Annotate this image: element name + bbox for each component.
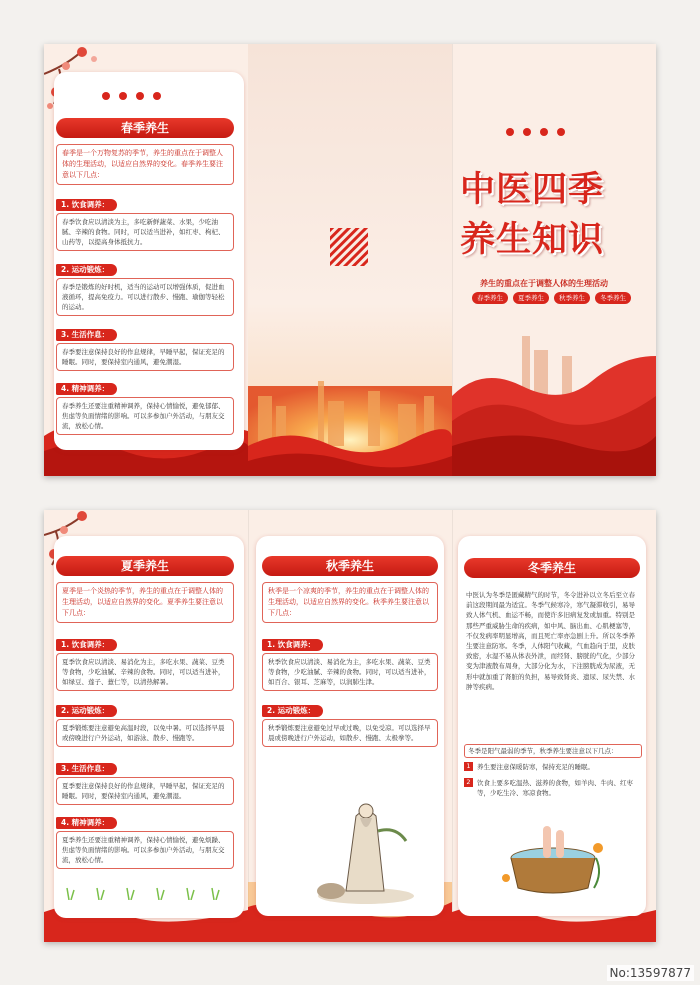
- summer-panel: [44, 510, 248, 942]
- summer-section-exercise: [56, 698, 234, 747]
- section-body: 夏季养生还要注重精神调养，保持心情愉悦，避免烦躁、焦虑等负面情绪的影响。可以多参加户外活动，与朋友交流，放松心情。: [56, 831, 234, 869]
- chip-autumn: 秋季养生: [554, 292, 590, 304]
- section-tag: 3. 生活作息：: [56, 329, 117, 341]
- summer-intro: 夏季是一个炎热的季节，养生的重点在于调整人体的生理活动，以适应自然界的变化。夏季养生要注意以下几点：: [56, 582, 234, 623]
- summer-section-mind: [56, 810, 234, 869]
- section-tag: 1. 饮食调养：: [56, 639, 117, 651]
- section-tag: 3. 生活作息：: [56, 763, 117, 775]
- spring-panel: [44, 44, 248, 476]
- winter-point: [464, 778, 638, 798]
- winter-panel: [452, 510, 656, 942]
- winter-note: 冬季是阳气最弱的季节，秋季养生要注意以下几点：: [464, 744, 642, 758]
- autumn-card: [256, 536, 444, 916]
- autumn-section-diet: [262, 632, 438, 691]
- point-text: 养生要注意保暖防寒，保持充足的睡眠。: [477, 763, 594, 771]
- cover-subtitle: 养生的重点在于调整人体的生理活动: [480, 279, 608, 288]
- spring-title: 春季养生: [56, 118, 234, 138]
- section-tag: 2. 运动锻炼：: [56, 705, 117, 717]
- summer-card: [54, 536, 244, 918]
- section-body: 夏季饮食应以清淡、易消化为主，多吃水果、蔬菜、豆类等食物，少吃油腻、辛辣的食物。同时，可以适当进补，如绿豆、莲子、薏仁等，以清热解暑。: [56, 653, 234, 691]
- scholar-illustration: [316, 796, 416, 906]
- autumn-panel: [248, 510, 452, 942]
- chip-winter: 冬季养生: [595, 292, 631, 304]
- section-body: 秋季饮食应以清淡、易消化为主，多吃水果、蔬菜、豆类等食物，少吃油腻、辛辣的食物。同时，可以适当进补，如百合、银耳、芝麻等，以润肺生津。: [262, 653, 438, 691]
- cover-title-line1: 中医四季: [460, 169, 605, 210]
- cover-season-chips: [472, 292, 631, 304]
- autumn-section-exercise: [262, 698, 438, 747]
- spring-section-routine: [56, 322, 234, 371]
- foot-bath-illustration: [498, 818, 608, 898]
- point-text: 饮食上要多吃温热、滋养的食物，如羊肉、牛肉、红枣等，少吃生冷、寒凉食物。: [477, 779, 633, 797]
- section-body: 秋季锻炼要注意避免过早或过晚，以免受凉。可以选择早晨或傍晚进行户外运动，如散步、慢跑、太极拳等。: [262, 719, 438, 747]
- point-number: 1: [464, 762, 473, 771]
- autumn-title: 秋季养生: [262, 556, 438, 576]
- autumn-intro: 秋季是一个凉爽的季节，养生的重点在于调整人体的生理活动，以适应自然界的变化。秋季养生要注意以下几点：: [262, 582, 438, 623]
- brochure-outside-sheet: [44, 44, 656, 476]
- section-tag: 2. 运动锻炼：: [262, 705, 323, 717]
- city-sunset-illustration: [248, 366, 452, 476]
- spring-card: [54, 72, 244, 450]
- decorative-dots: [506, 128, 565, 136]
- front-cover-panel: [452, 44, 656, 476]
- section-body: 夏季锻炼要注意避免高温时段，以免中暑。可以选择早晨或傍晚进行户外运动，如游泳、散步、慢跑等。: [56, 719, 234, 747]
- back-cover-panel: [248, 44, 452, 476]
- red-cloud-illustration: [452, 336, 656, 476]
- winter-title: 冬季养生: [464, 558, 640, 578]
- spring-section-exercise: [56, 257, 234, 316]
- spring-section-mind: [56, 376, 234, 435]
- chip-summer: 夏季养生: [513, 292, 549, 304]
- spring-section-diet: [56, 192, 234, 251]
- decorative-dots: [102, 92, 161, 100]
- cover-title-line2: 养生知识: [460, 219, 605, 260]
- spring-intro: 春季是一个万物复苏的季节，养生的重点在于调整人体的生理活动，以适应自然界的变化。春季养生要注意以下几点：: [56, 144, 234, 185]
- section-tag: 2. 运动锻炼：: [56, 264, 117, 276]
- section-tag: 1. 饮食调养：: [262, 639, 323, 651]
- section-body: 夏季要注意保持良好的作息规律，早睡早起，保证充足的睡眠。同时，要保持室内通风，避免潮湿。: [56, 777, 234, 805]
- brochure-inside-sheet: [44, 510, 656, 942]
- section-tag: 4. 精神调养：: [56, 383, 117, 395]
- section-tag: 1. 饮食调养：: [56, 199, 117, 211]
- summer-section-diet: [56, 632, 234, 691]
- grass-decoration: [64, 884, 224, 900]
- striped-square-decoration: [330, 228, 368, 266]
- winter-card: [458, 536, 646, 916]
- section-body: 春季要注意保持良好的作息规律，早睡早起，保证充足的睡眠。同时，要保持室内通风，避免潮湿。: [56, 343, 234, 371]
- summer-section-routine: [56, 756, 234, 805]
- section-tag: 4. 精神调养：: [56, 817, 117, 829]
- section-body: 春季是锻炼的好时机，适当的运动可以增强体质，促进血液循环，提高免疫力。可以进行散步、慢跑、瑜伽等轻松的运动。: [56, 278, 234, 316]
- winter-intro: 中医认为冬季是匿藏精气的时节，冬令进补以立冬后至立春前这段期间最为适宜。冬季气候寒冷，寒气凝滞收引，易导致人体气机、血运不畅，而使许多旧病复发或加重。特别是那些严重威胁生命的疾病，如中风、脑出血、心肌梗塞等，不仅发病率明显增高，而且死亡率亦急剧上升。所以冬季养生要注意防寒。冬季，人体阳气收藏，气血趋向于里，皮肤致密，水湿不易从体表外泄，而经肾、膀胱的气化，少部分变为津液散布周身，大部分化为水，下注膀胱成为尿液，无形中就加重了肾脏的负担，易导致肾炎、遗尿、尿失禁、水肿等疾病。: [466, 591, 635, 691]
- summer-title: 夏季养生: [56, 556, 234, 576]
- winter-point: [464, 762, 638, 772]
- point-number: 2: [464, 778, 473, 787]
- chip-spring: 春季养生: [472, 292, 508, 304]
- section-body: 春季饮食应以清淡为主，多吃新鲜蔬菜、水果，少吃油腻、辛辣的食物。同时，可以适当进补，如红枣、枸杞、山药等，以提高身体抵抗力。: [56, 213, 234, 251]
- image-id-watermark: No:13597877: [607, 965, 694, 981]
- section-body: 春季养生还要注重精神调养，保持心情愉悦，避免郁郁、焦虑等负面情绪的影响。可以多参加户外活动，与朋友交流，放松心情。: [56, 397, 234, 435]
